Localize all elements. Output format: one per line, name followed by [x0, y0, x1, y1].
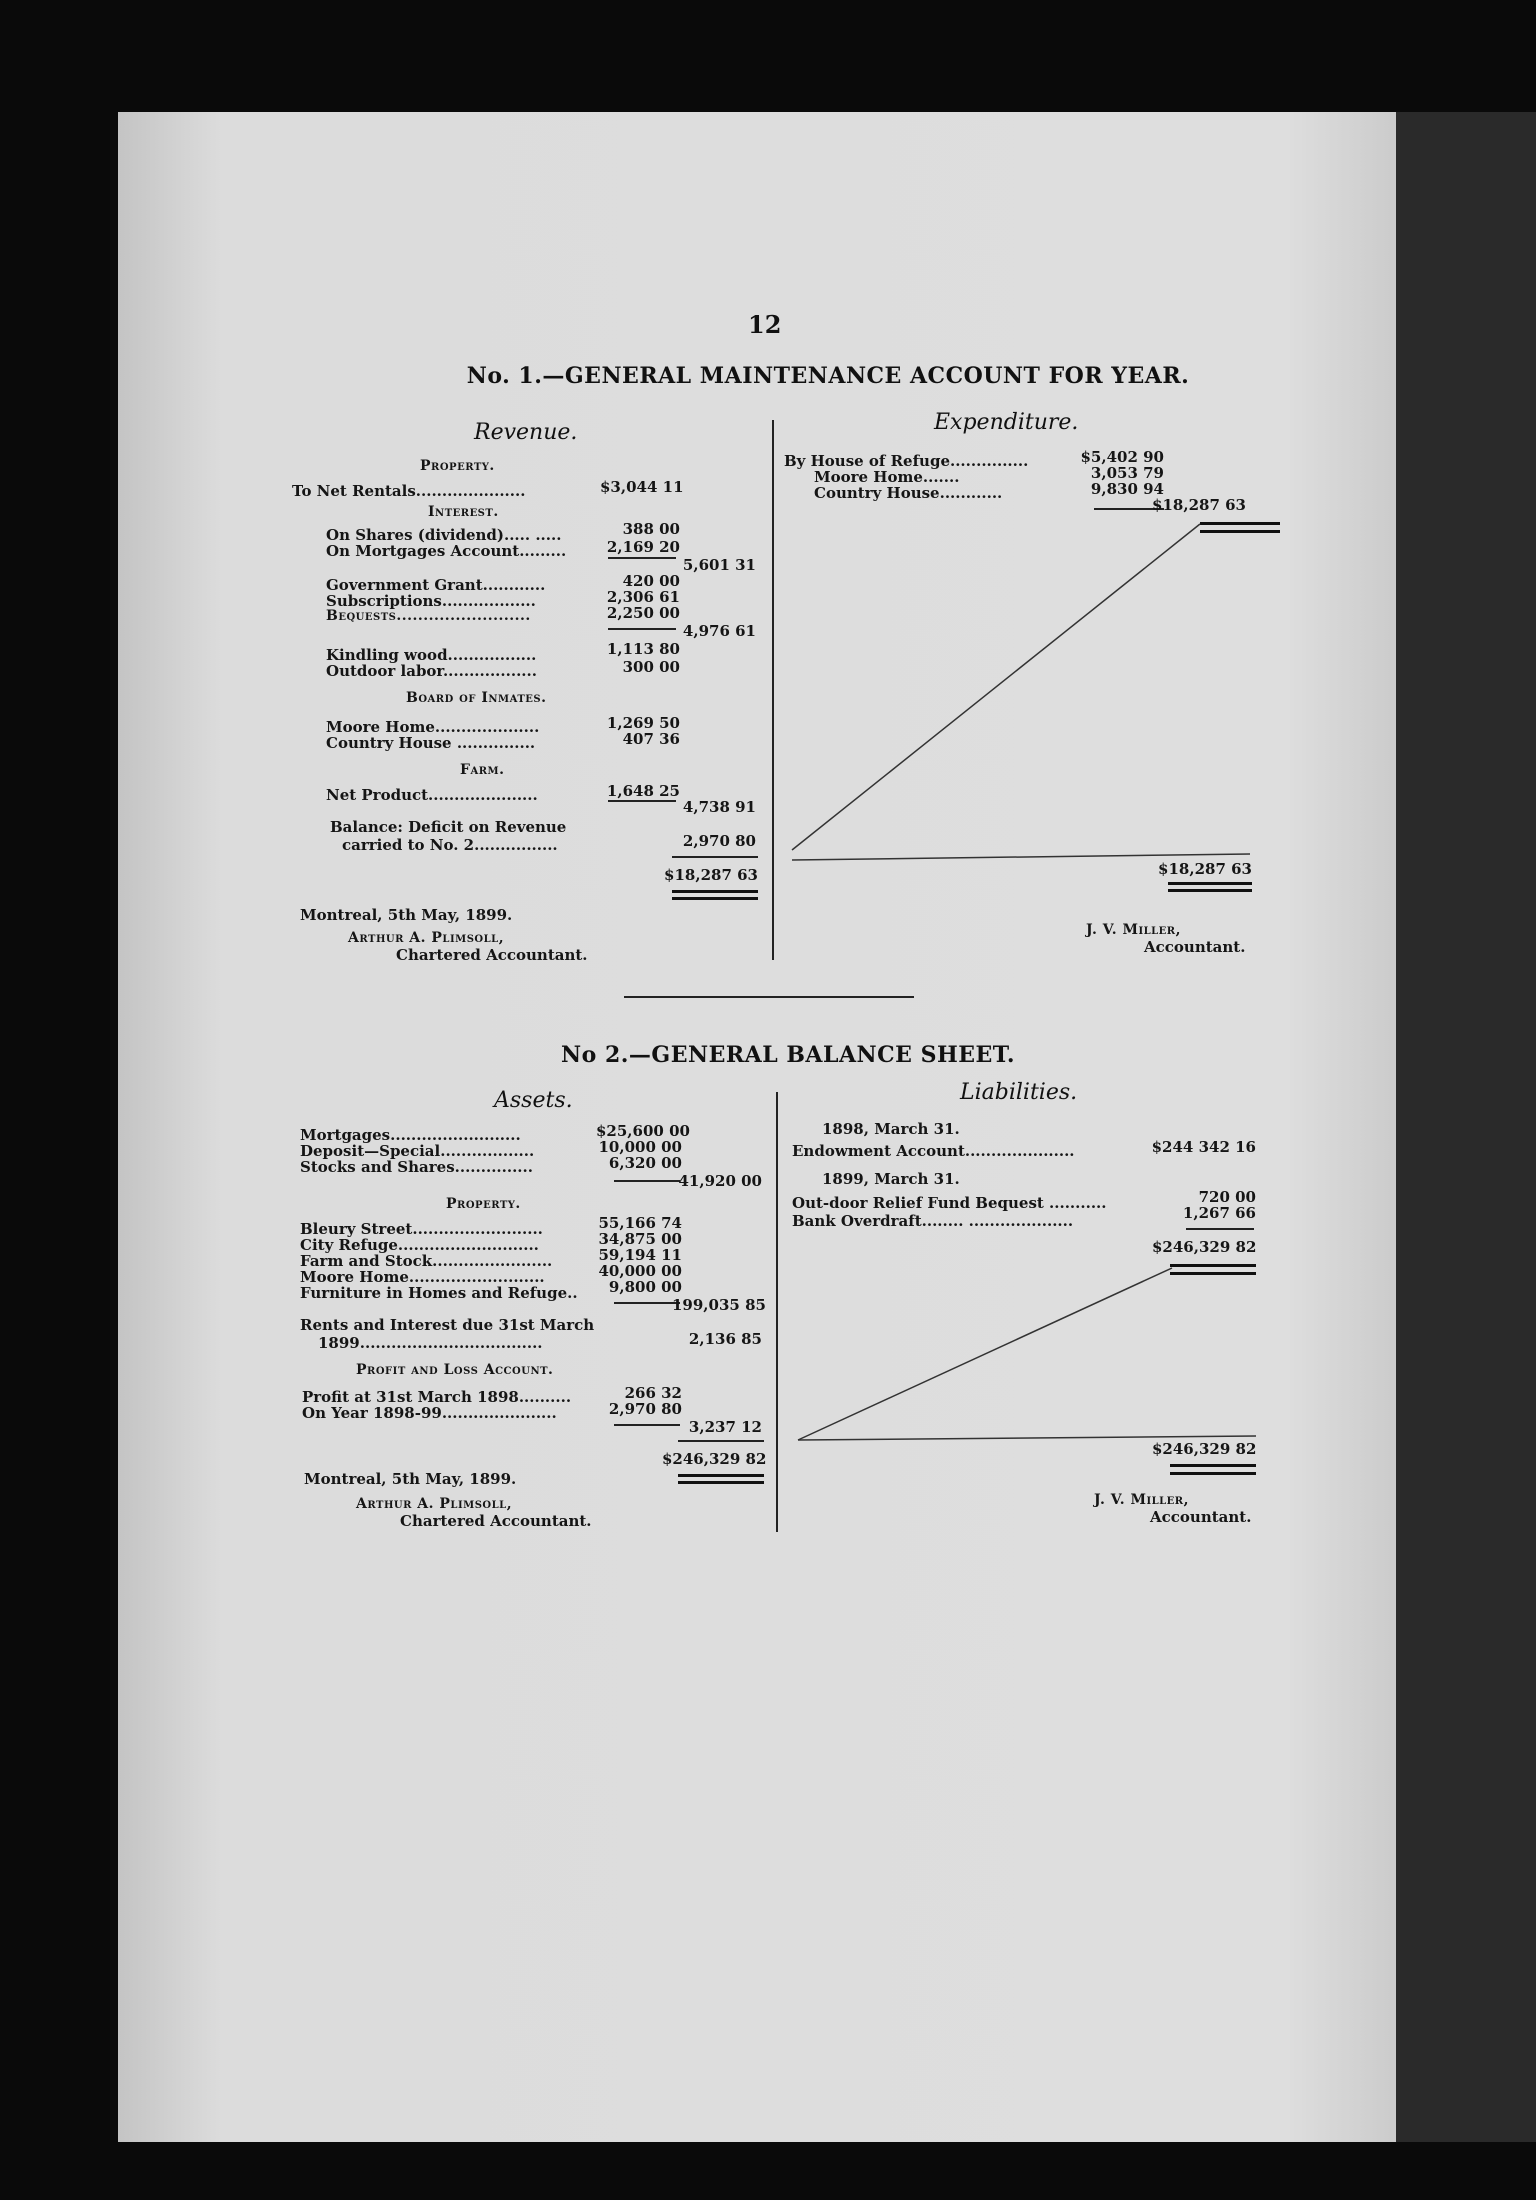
diagonal-filler-rule [792, 524, 1200, 850]
overdraft-label: Bank Overdraft........ .................... [792, 1212, 1074, 1230]
exp-refuge-label: By House of Refuge............... [784, 452, 1029, 470]
property-asset-heading: Property. [446, 1196, 521, 1212]
year-label: On Year 1898-99...................... [302, 1404, 557, 1422]
exp-refuge-value: $5,402 90 [1080, 448, 1164, 466]
exp-country-label: Country House............ [814, 484, 1003, 502]
furniture-label: Furniture in Homes and Refuge.. [300, 1284, 578, 1302]
outdoor-relief-label: Out-door Relief Fund Bequest ........... [792, 1194, 1107, 1212]
liab-date-1898: 1898, March 31. [822, 1120, 960, 1138]
year-value: 2,970 80 [608, 1400, 682, 1418]
moore-home-asset-label: Moore Home.......................... [300, 1268, 545, 1286]
left-signer-title: Chartered Accountant. [396, 946, 588, 964]
profit-value: 266 32 [624, 1384, 682, 1402]
bequests-value: 2,250 00 [606, 604, 680, 622]
base-rule [792, 854, 1250, 860]
assets-heading: Assets. [494, 1088, 573, 1113]
moore-home-label: Moore Home.................... [326, 718, 540, 736]
left-signer: Arthur A. Plimsoll, [348, 930, 505, 946]
exp-total: $18,287 63 [1158, 860, 1252, 878]
mortgages-label: On Mortgages Account......... [326, 542, 567, 560]
left-signer: Arthur A. Plimsoll, [356, 1496, 513, 1512]
net-product-value: 1,648 25 [606, 782, 680, 800]
kindling-value: 1,113 80 [606, 640, 680, 658]
interest-subtotal: 5,601 31 [682, 556, 756, 574]
liab-subtotal: $246,329 82 [1152, 1238, 1257, 1256]
date-line: Montreal, 5th May, 1899. [304, 1470, 517, 1488]
rents-label: Rents and Interest due 31st March [300, 1316, 595, 1334]
outdoor-labor-label: Outdoor labor.................. [326, 662, 537, 680]
mortgages-asset-label: Mortgages......................... [300, 1126, 521, 1144]
base-rule [798, 1436, 1256, 1440]
balance-carried-label: carried to No. 2................ [342, 836, 558, 854]
endowment-label: Endowment Account..................... [792, 1142, 1075, 1160]
mortgages-asset-value: $25,600 00 [596, 1122, 690, 1140]
stocks-value: 6,320 00 [608, 1154, 682, 1172]
assets-total: $246,329 82 [662, 1450, 767, 1468]
net-rentals-value: $3,044 11 [600, 478, 684, 496]
diagonal-filler-rule [798, 1268, 1172, 1440]
right-signer-title: Accountant. [1150, 1508, 1252, 1526]
endowment-value: $244 342 16 [1151, 1138, 1256, 1156]
exp-subtotal: $18,287 63 [1152, 496, 1246, 514]
furniture-value: 9,800 00 [608, 1278, 682, 1296]
right-signer: J. V. Miller, [1094, 1492, 1189, 1508]
kindling-label: Kindling wood................. [326, 646, 537, 664]
board-heading: Board of Inmates. [406, 690, 547, 706]
rents-year-label: 1899................................... [318, 1334, 543, 1352]
shares-value: 388 00 [622, 520, 680, 538]
exp-country-value: 9,830 94 [1090, 480, 1164, 498]
profit-label: Profit at 31st March 1898.......... [302, 1388, 572, 1406]
right-signer-title: Accountant. [1144, 938, 1246, 956]
revenue-heading: Revenue. [474, 420, 578, 445]
subscriptions-label: Subscriptions.................. [326, 592, 536, 610]
bleury-label: Bleury Street......................... [300, 1220, 543, 1238]
bleury-value: 55,166 74 [598, 1214, 682, 1232]
interest-heading: Interest. [428, 504, 499, 520]
balance-sheet-title: No 2.—GENERAL BALANCE SHEET. [561, 1042, 1015, 1068]
outdoor-relief-value: 720 00 [1198, 1188, 1256, 1206]
date-line: Montreal, 5th May, 1899. [300, 906, 513, 924]
board-farm-subtotal: 4,738 91 [682, 798, 756, 816]
deposit-value: 10,000 00 [598, 1138, 682, 1156]
shares-label: On Shares (dividend)..... ..... [326, 526, 562, 544]
profit-loss-heading: Profit and Loss Account. [356, 1362, 554, 1378]
property-heading: Property. [420, 458, 495, 474]
net-rentals-label: To Net Rentals..................... [292, 482, 526, 500]
gov-grant-label: Government Grant............ [326, 576, 546, 594]
rents-value: 2,136 85 [688, 1330, 762, 1348]
mortgages-value: 2,169 20 [606, 538, 680, 556]
deposit-label: Deposit—Special.................. [300, 1142, 535, 1160]
expenditure-heading: Expenditure. [934, 410, 1079, 435]
moore-home-value: 1,269 50 [606, 714, 680, 732]
exp-moore-label: Moore Home....... [814, 468, 960, 486]
moore-home-asset-value: 40,000 00 [598, 1262, 682, 1280]
page-number: 12 [748, 310, 782, 339]
liabilities-heading: Liabilities. [960, 1080, 1078, 1105]
left-signer-title: Chartered Accountant. [400, 1512, 592, 1530]
property-subtotal: 199,035 85 [672, 1296, 766, 1314]
revenue-total: $18,287 63 [664, 866, 758, 884]
stocks-label: Stocks and Shares............... [300, 1158, 533, 1176]
right-signer: J. V. Miller, [1086, 922, 1181, 938]
investments-subtotal: 41,920 00 [678, 1172, 762, 1190]
overdraft-value: 1,267 66 [1182, 1204, 1256, 1222]
city-refuge-value: 34,875 00 [598, 1230, 682, 1248]
balance-label: Balance: Deficit on Revenue [330, 818, 567, 836]
grants-subtotal: 4,976 61 [682, 622, 756, 640]
country-house-label: Country House ............... [326, 734, 536, 752]
subscriptions-value: 2,306 61 [606, 588, 680, 606]
country-house-value: 407 36 [622, 730, 680, 748]
net-product-label: Net Product..................... [326, 786, 538, 804]
maintenance-account-title: No. 1.—GENERAL MAINTENANCE ACCOUNT FOR YEAR. [466, 363, 1190, 389]
gov-grant-value: 420 00 [622, 572, 680, 590]
city-refuge-label: City Refuge........................... [300, 1236, 539, 1254]
balance-value: 2,970 80 [682, 832, 756, 850]
exp-moore-value: 3,053 79 [1090, 464, 1164, 482]
liab-date-1899: 1899, March 31. [822, 1170, 960, 1188]
farm-stock-value: 59,194 11 [598, 1246, 682, 1264]
outdoor-labor-value: 300 00 [622, 658, 680, 676]
farm-heading: Farm. [460, 762, 505, 778]
pl-subtotal: 3,237 12 [688, 1418, 762, 1436]
farm-stock-label: Farm and Stock....................... [300, 1252, 553, 1270]
bequests-label: Bequests......................... [326, 608, 531, 624]
liab-total: $246,329 82 [1152, 1440, 1257, 1458]
